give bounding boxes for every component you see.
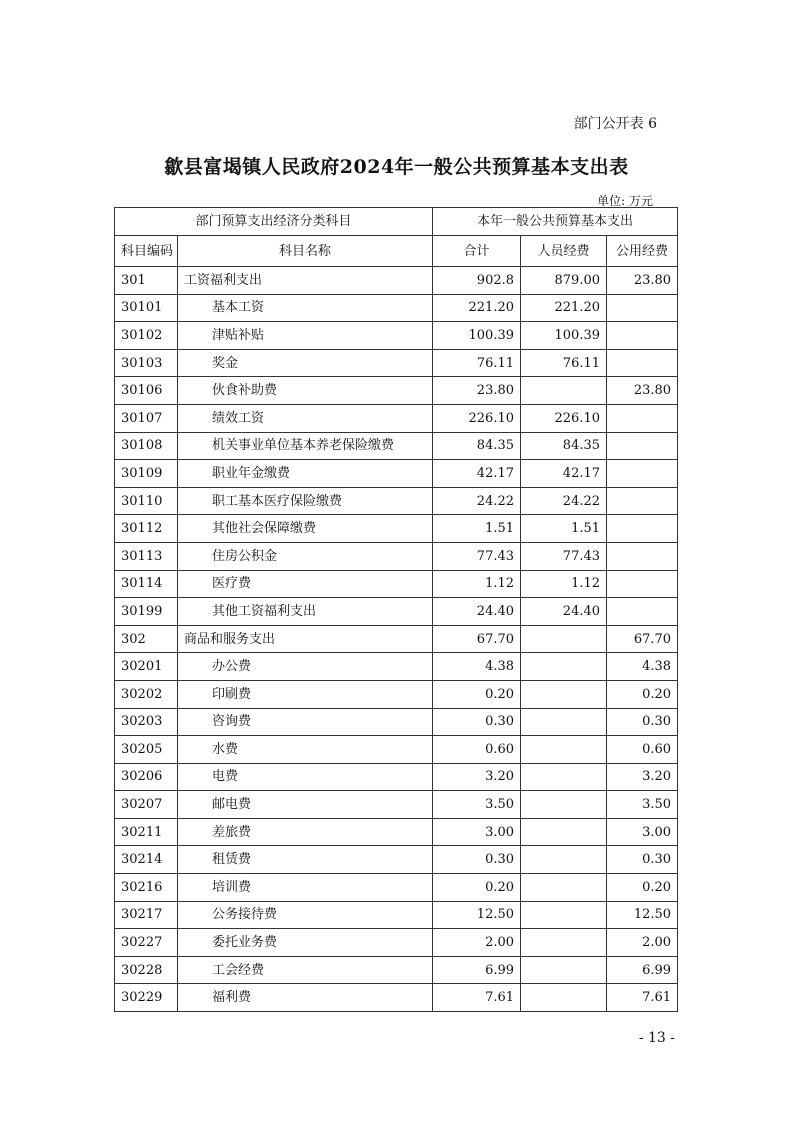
table-row [115,680,678,708]
row-personnel [521,791,607,819]
row-name: 差旅费 [178,818,433,846]
row-name: 印刷费 [178,680,433,708]
row-public: 0.30 [607,846,678,874]
row-total: 0.20 [433,874,521,902]
header-personnel: 人员经费 [521,236,607,267]
row-name: 其他社会保障缴费 [178,515,433,543]
row-name: 绩效工资 [178,404,433,432]
row-total: 226.10 [433,404,521,432]
table-row [115,818,678,846]
row-total: 6.99 [433,956,521,984]
row-code: 30201 [115,653,178,681]
row-public: 3.00 [607,818,678,846]
row-name: 办公费 [178,653,433,681]
row-public: 7.61 [607,984,678,1012]
row-public: 2.00 [607,929,678,957]
row-public [607,515,678,543]
row-code: 30109 [115,460,178,488]
row-name: 商品和服务支出 [178,625,433,653]
row-code: 30211 [115,818,178,846]
row-name: 伙食补助费 [178,377,433,405]
row-name: 机关事业单位基本养老保险缴费 [178,432,433,460]
table-row [115,763,678,791]
row-personnel [521,901,607,929]
row-public: 6.99 [607,956,678,984]
row-personnel [521,818,607,846]
row-personnel [521,846,607,874]
row-name: 其他工资福利支出 [178,598,433,626]
table-row [115,984,678,1012]
row-personnel: 226.10 [521,404,607,432]
row-code: 30227 [115,929,178,957]
row-total: 100.39 [433,322,521,350]
unit-label: 单位: 万元 [597,194,653,208]
header-code: 科目编码 [115,236,178,267]
row-public: 12.50 [607,901,678,929]
row-total: 0.20 [433,680,521,708]
table-row [115,460,678,488]
row-total: 1.51 [433,515,521,543]
row-public: 23.80 [607,377,678,405]
row-total: 84.35 [433,432,521,460]
table-row [115,598,678,626]
table-row [115,294,678,322]
table-row [115,267,678,295]
row-public: 0.20 [607,680,678,708]
row-code: 30112 [115,515,178,543]
row-code: 30229 [115,984,178,1012]
table-row [115,349,678,377]
row-personnel [521,377,607,405]
row-public: 67.70 [607,625,678,653]
row-personnel [521,736,607,764]
row-total: 77.43 [433,542,521,570]
table-row [115,570,678,598]
row-name: 职业年金缴费 [178,460,433,488]
row-public [607,570,678,598]
row-personnel: 221.20 [521,294,607,322]
row-code: 30106 [115,377,178,405]
row-public [607,322,678,350]
document-tag: 部门公开表 6 [573,116,657,132]
row-name: 培训费 [178,874,433,902]
row-total: 42.17 [433,460,521,488]
row-personnel: 879.00 [521,267,607,295]
table-row [115,956,678,984]
row-personnel: 76.11 [521,349,607,377]
row-name: 职工基本医疗保险缴费 [178,487,433,515]
table-row [115,487,678,515]
row-code: 301 [115,267,178,295]
row-total: 1.12 [433,570,521,598]
table-row [115,542,678,570]
row-name: 委托业务费 [178,929,433,957]
row-total: 902.8 [433,267,521,295]
row-total: 3.50 [433,791,521,819]
row-code: 30202 [115,680,178,708]
row-name: 奖金 [178,349,433,377]
table-row [115,929,678,957]
row-public: 0.60 [607,736,678,764]
row-code: 30206 [115,763,178,791]
row-personnel: 42.17 [521,460,607,488]
row-name: 津贴补贴 [178,322,433,350]
row-name: 基本工资 [178,294,433,322]
table-row [115,432,678,460]
row-total: 12.50 [433,901,521,929]
row-public: 0.20 [607,874,678,902]
row-personnel [521,984,607,1012]
table-row [115,874,678,902]
row-total: 23.80 [433,377,521,405]
row-personnel [521,763,607,791]
row-public: 23.80 [607,267,678,295]
row-personnel: 1.12 [521,570,607,598]
row-total: 0.60 [433,736,521,764]
row-code: 30214 [115,846,178,874]
row-name: 租赁费 [178,846,433,874]
row-public: 3.50 [607,791,678,819]
row-total: 4.38 [433,653,521,681]
row-public [607,460,678,488]
header-group-row [115,208,678,236]
header-economic-category: 部门预算支出经济分类科目 [115,208,433,236]
row-name: 医疗费 [178,570,433,598]
table-row [115,846,678,874]
row-personnel [521,956,607,984]
table-row [115,625,678,653]
header-public: 公用经费 [607,236,678,267]
row-personnel [521,708,607,736]
row-name: 咨询费 [178,708,433,736]
row-code: 30107 [115,404,178,432]
row-personnel: 100.39 [521,322,607,350]
row-code: 30217 [115,901,178,929]
row-total: 0.30 [433,708,521,736]
row-total: 67.70 [433,625,521,653]
row-total: 24.40 [433,598,521,626]
table-row [115,404,678,432]
row-public [607,349,678,377]
row-public [607,294,678,322]
row-name: 水费 [178,736,433,764]
table-body [115,267,678,1012]
header-column-row [115,236,678,267]
row-public [607,542,678,570]
row-code: 30114 [115,570,178,598]
row-total: 221.20 [433,294,521,322]
row-name: 公务接待费 [178,901,433,929]
row-code: 30102 [115,322,178,350]
row-personnel: 77.43 [521,542,607,570]
row-code: 30203 [115,708,178,736]
row-total: 0.30 [433,846,521,874]
header-basic-expenditure: 本年一般公共预算基本支出 [433,208,678,236]
row-code: 30110 [115,487,178,515]
page-title: 歙县富堨镇人民政府2024年一般公共预算基本支出表 [164,156,629,178]
row-public [607,404,678,432]
row-personnel [521,653,607,681]
page-number: - 13 - [638,1030,675,1046]
row-total: 7.61 [433,984,521,1012]
table-row [115,736,678,764]
table-row [115,901,678,929]
row-name: 电费 [178,763,433,791]
table-row [115,322,678,350]
row-personnel: 24.22 [521,487,607,515]
budget-table [114,207,678,1012]
table-row [115,377,678,405]
row-total: 3.20 [433,763,521,791]
row-total: 3.00 [433,818,521,846]
row-code: 30108 [115,432,178,460]
row-public: 0.30 [607,708,678,736]
row-personnel [521,929,607,957]
row-name: 工会经费 [178,956,433,984]
row-name: 福利费 [178,984,433,1012]
table-row [115,708,678,736]
row-public: 4.38 [607,653,678,681]
row-personnel: 84.35 [521,432,607,460]
row-name: 住房公积金 [178,542,433,570]
row-personnel [521,680,607,708]
row-total: 2.00 [433,929,521,957]
row-personnel [521,625,607,653]
row-personnel: 24.40 [521,598,607,626]
row-public [607,487,678,515]
row-code: 30216 [115,874,178,902]
row-name: 邮电费 [178,791,433,819]
row-total: 24.22 [433,487,521,515]
row-code: 30199 [115,598,178,626]
row-personnel [521,874,607,902]
header-name: 科目名称 [178,236,433,267]
row-code: 30207 [115,791,178,819]
row-public [607,432,678,460]
row-public: 3.20 [607,763,678,791]
row-name: 工资福利支出 [178,267,433,295]
row-code: 30101 [115,294,178,322]
table-row [115,515,678,543]
row-code: 30205 [115,736,178,764]
row-code: 30103 [115,349,178,377]
row-code: 30113 [115,542,178,570]
table-row [115,653,678,681]
row-total: 76.11 [433,349,521,377]
row-code: 302 [115,625,178,653]
header-total: 合计 [433,236,521,267]
table-header [115,208,678,267]
row-personnel: 1.51 [521,515,607,543]
table-row [115,791,678,819]
row-code: 30228 [115,956,178,984]
row-public [607,598,678,626]
